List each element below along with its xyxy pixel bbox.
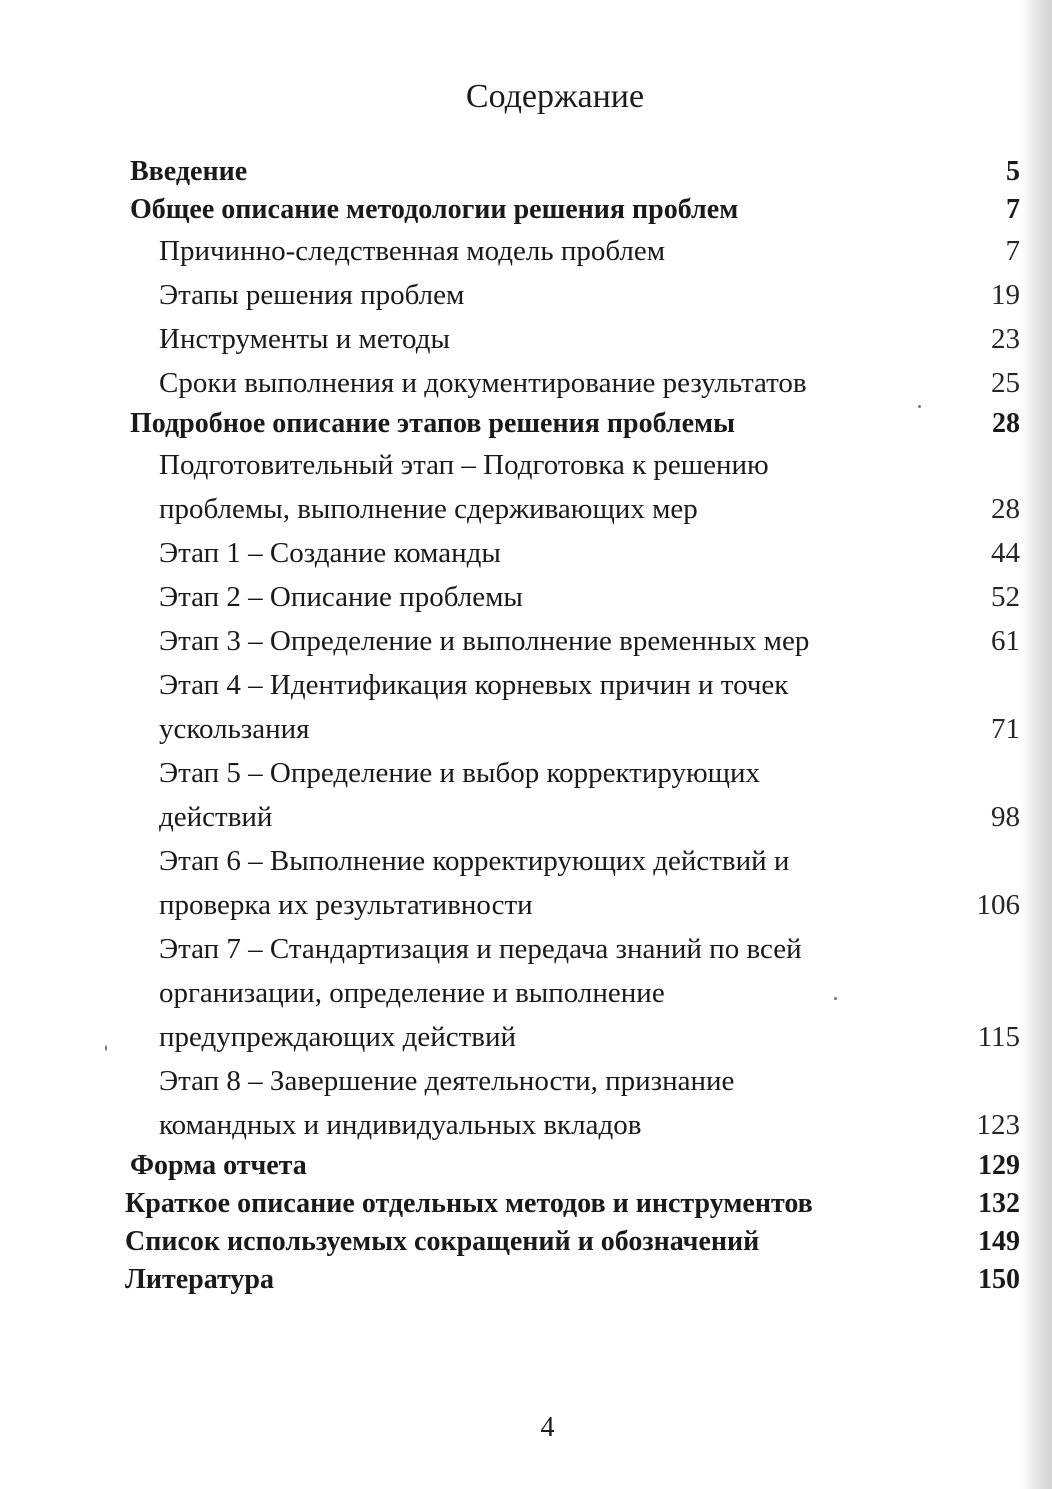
toc-entry-title: Этап 2 – Описание проблемы [159, 581, 523, 613]
toc-entry-page: 61 [991, 625, 1020, 657]
toc-entry-page: 106 [976, 889, 1020, 921]
toc-entry[interactable] [125, 1147, 1020, 1185]
toc-entry-title: Список используемых сокращений и обозначений [125, 1226, 760, 1257]
toc-entry-title: Этап 5 – Определение и выбор корректирующих действий [159, 757, 760, 833]
toc-entry[interactable] [125, 191, 1020, 229]
toc-entry-page: 28 [991, 493, 1020, 525]
toc-entry-title: Инструменты и методы [159, 323, 450, 355]
toc-entry-page: 115 [977, 1021, 1020, 1053]
toc-entry-page: 25 [991, 367, 1020, 399]
toc-entry-title: Этап 1 – Создание команды [159, 537, 501, 569]
toc-entry[interactable] [125, 1261, 1020, 1299]
toc-entry-title: Введение [130, 156, 248, 187]
toc-entry[interactable] [125, 531, 1020, 575]
toc-entry[interactable] [125, 153, 1020, 191]
toc-entry-page: 7 [1006, 194, 1020, 225]
toc-entry[interactable] [125, 317, 1020, 361]
toc-entry-title: Этап 3 – Определение и выполнение временных мер [159, 625, 810, 657]
toc-entry-title: Причинно-следственная модель проблем [159, 235, 666, 267]
toc-entry[interactable] [125, 751, 1020, 839]
toc-entry-title: Краткое описание отдельных методов и инструментов [125, 1188, 813, 1219]
toc-entry-page: 44 [991, 537, 1020, 569]
toc-entry-page: 150 [978, 1264, 1020, 1295]
toc-entry[interactable] [125, 229, 1020, 273]
scan-speck [918, 405, 921, 408]
toc-entry[interactable] [125, 273, 1020, 317]
toc-entry-title: Общее описание методологии решения проблем [130, 194, 739, 225]
toc-entry-page: 19 [991, 279, 1020, 311]
toc-entry-page: 129 [978, 1150, 1020, 1181]
toc-entry-page: 52 [991, 581, 1020, 613]
toc-entry-page: 132 [978, 1188, 1020, 1219]
toc-entry[interactable] [125, 663, 1020, 751]
toc-entry[interactable] [125, 443, 1020, 531]
toc-entry-title: Литература [125, 1264, 274, 1295]
toc-entry-title: Подготовительный этап – Подготовка к решению проблемы, выполнение сдерживающих мер [159, 449, 769, 525]
toc-entry-title: Этап 7 – Стандартизация и передача знаний по всей организации, определение и выполнение предупреждающих действий [159, 933, 802, 1053]
toc-entry-page: 5 [1006, 156, 1020, 187]
scan-speck [834, 997, 837, 1000]
toc-entry-page: 28 [992, 408, 1020, 439]
toc-entry-page: 71 [991, 713, 1020, 745]
toc-entry[interactable] [125, 575, 1020, 619]
toc-entry-title: Сроки выполнения и документирование результатов [159, 367, 807, 399]
toc-entry-title: Этап 4 – Идентификация корневых причин и точек ускользания [159, 669, 789, 745]
toc-entry[interactable] [125, 619, 1020, 663]
toc-entry[interactable] [125, 405, 1020, 443]
toc-entry-page: 7 [1005, 235, 1020, 267]
table-of-contents [125, 153, 1020, 1299]
toc-entry-page: 23 [991, 323, 1020, 355]
toc-entry[interactable] [125, 839, 1020, 927]
page-edge-shadow [1022, 0, 1052, 1489]
toc-entry[interactable] [125, 927, 1020, 1059]
toc-entry[interactable] [125, 1223, 1020, 1261]
toc-entry-page: 123 [976, 1109, 1020, 1141]
toc-entry[interactable] [125, 1059, 1020, 1147]
toc-entry-page: 98 [991, 801, 1020, 833]
toc-entry[interactable] [125, 361, 1020, 405]
toc-entry-page: 149 [978, 1226, 1020, 1257]
toc-entry[interactable] [125, 1185, 1020, 1223]
toc-entry-title: Этап 8 – Завершение деятельности, признание командных и индивидуальных вкладов [159, 1065, 735, 1141]
toc-entry-title: Форма отчета [130, 1150, 307, 1181]
toc-title: Содержание [465, 78, 645, 115]
scan-speck [105, 1045, 107, 1051]
toc-entry-title: Этап 6 – Выполнение корректирующих действий и проверка их результативности [159, 845, 790, 921]
page-number: 4 [540, 1412, 555, 1443]
toc-entry-title: Подробное описание этапов решения проблемы [130, 408, 735, 439]
toc-entry-title: Этапы решения проблем [159, 279, 465, 311]
